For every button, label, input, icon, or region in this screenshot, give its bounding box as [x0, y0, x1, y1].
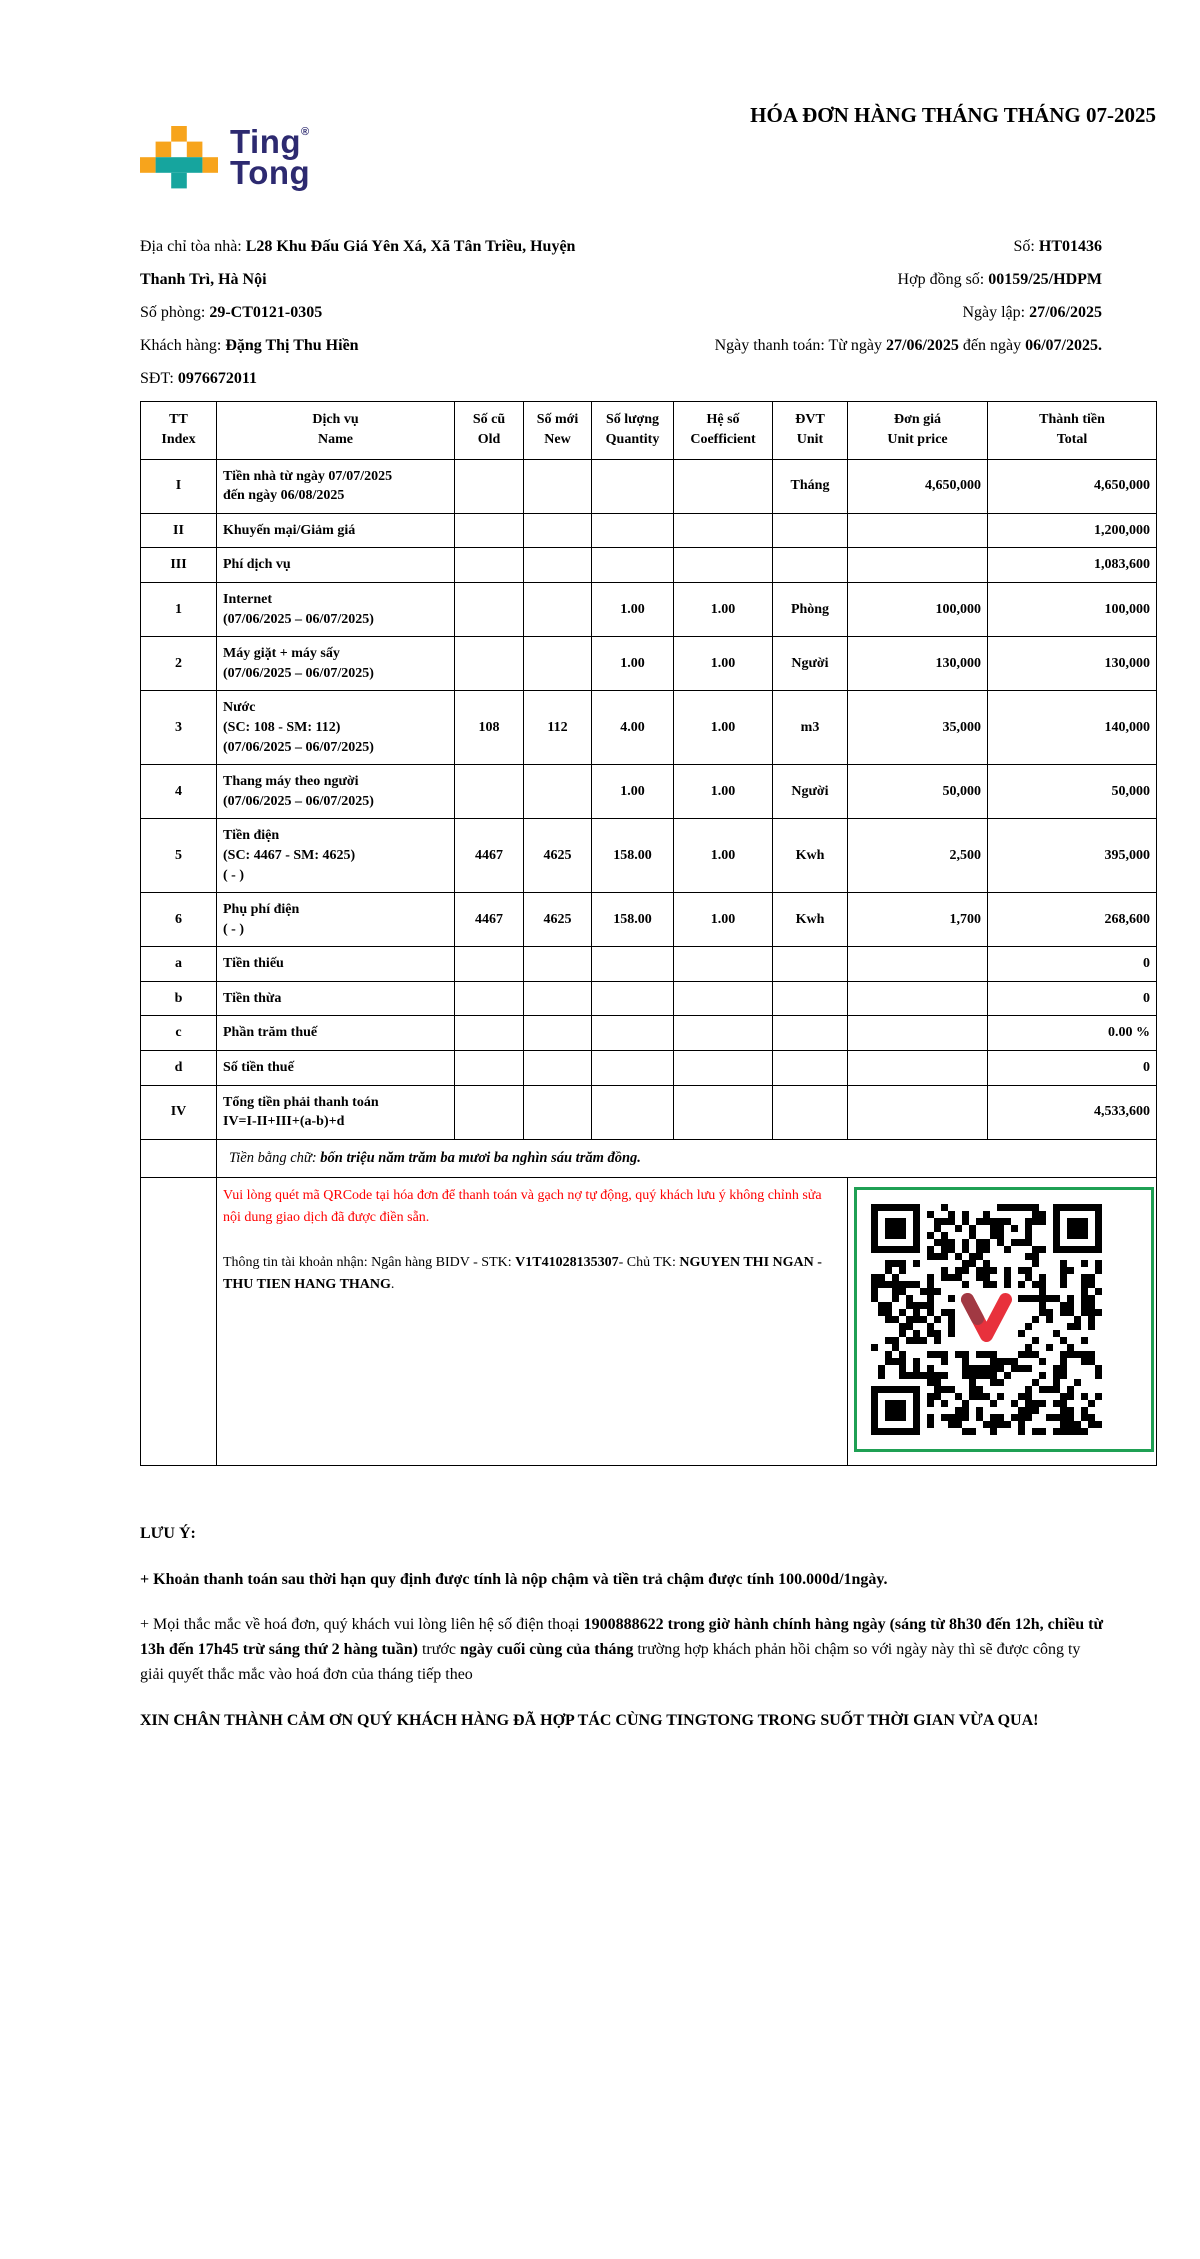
contract-number-line: Hợp đồng số: 00159/25/HDPM — [897, 271, 1102, 288]
unit-cell — [773, 548, 848, 583]
coefficient-cell — [674, 981, 773, 1016]
index-cell: 6 — [141, 893, 217, 947]
old-reading-cell — [455, 548, 524, 583]
payment-period-line: Ngày thanh toán: Từ ngày 27/06/2025 đến ngày 06/07/2025. — [714, 337, 1102, 354]
index-cell: III — [141, 548, 217, 583]
new-reading-cell — [524, 637, 592, 691]
index-cell: 5 — [141, 819, 217, 893]
unit-cell — [773, 1051, 848, 1086]
total-cell: 0 — [988, 947, 1157, 982]
invoice-table-body — [141, 459, 1157, 1139]
service-name-cell: Phụ phí điện ( - ) — [217, 893, 455, 947]
total-cell: 0 — [988, 981, 1157, 1016]
table-row — [141, 947, 1157, 982]
unit-cell — [773, 513, 848, 548]
unit-cell: m3 — [773, 691, 848, 765]
quantity-cell: 1.00 — [592, 765, 674, 819]
table-row — [141, 1085, 1157, 1139]
quantity-cell: 158.00 — [592, 893, 674, 947]
hotline-note: + Mọi thắc mắc về hoá đơn, quý khách vui lòng liên hệ số điện thoại 1900888622 trong giờ hành chính hàng ngày (sáng từ 8h30 đến 12h, chiều từ 13h đến 17h45 trừ sáng thứ 2 hàng tuần) trước ngày cuối cùng của tháng trường hợp khách phản hồi chậm so với ngày này thì sẽ được công ty giải quyết thắc mắc vào hoá đơn của tháng tiếp theo — [140, 1616, 1104, 1684]
old-reading-cell — [455, 1085, 524, 1139]
table-row — [141, 637, 1157, 691]
unit-price-cell: 2,500 — [848, 819, 988, 893]
coefficient-cell — [674, 513, 773, 548]
table-row — [141, 1016, 1157, 1051]
index-cell: 3 — [141, 691, 217, 765]
unit-price-cell — [848, 947, 988, 982]
new-reading-cell — [524, 1085, 592, 1139]
unit-price-cell: 35,000 — [848, 691, 988, 765]
service-name-cell: Tổng tiền phải thanh toán IV=I-II+III+(a-b)+d — [217, 1085, 455, 1139]
service-name-cell: Phần trăm thuế — [217, 1016, 455, 1051]
quantity-cell: 158.00 — [592, 819, 674, 893]
total-cell: 268,600 — [988, 893, 1157, 947]
unit-cell: Người — [773, 637, 848, 691]
quantity-cell — [592, 548, 674, 583]
column-header-6: Hệ số Coefficient — [674, 402, 773, 460]
new-reading-cell — [524, 548, 592, 583]
thanks-note: XIN CHÂN THÀNH CẢM ƠN QUÝ KHÁCH HÀNG ĐÃ HỢP TÁC CÙNG TINGTONG TRONG SUỐT THỜI GIAN VỪA QUA! — [140, 1711, 1039, 1729]
service-name-cell: Tiền thừa — [217, 981, 455, 1016]
column-header-9: Thành tiền Total — [988, 402, 1157, 460]
unit-cell: Tháng — [773, 459, 848, 513]
service-name-cell: Internet (07/06/2025 – 06/07/2025) — [217, 582, 455, 636]
qr-code-svg — [871, 1204, 1102, 1435]
new-reading-cell: 4625 — [524, 819, 592, 893]
total-cell: 4,650,000 — [988, 459, 1157, 513]
column-header-5: Số lượng Quantity — [592, 402, 674, 460]
tingtong-logo-icon — [140, 126, 218, 204]
quantity-cell: 1.00 — [592, 582, 674, 636]
service-name-cell: Tiền điện (SC: 4467 - SM: 4625) ( - ) — [217, 819, 455, 893]
unit-cell — [773, 1016, 848, 1051]
index-cell: b — [141, 981, 217, 1016]
customer-name-line: Khách hàng: Đặng Thị Thu Hiền — [140, 337, 359, 354]
service-name-cell: Tiền thiếu — [217, 947, 455, 982]
index-cell: IV — [141, 1085, 217, 1139]
column-header-2: Dịch vụ Name — [217, 402, 455, 460]
brand-logo-text: Ting® Tong — [230, 123, 311, 192]
table-row — [141, 1051, 1157, 1086]
service-name-cell: Phí dịch vụ — [217, 548, 455, 583]
index-cell: c — [141, 1016, 217, 1051]
quantity-cell — [592, 1016, 674, 1051]
quantity-cell — [592, 513, 674, 548]
unit-cell: Phòng — [773, 582, 848, 636]
unit-cell: Kwh — [773, 819, 848, 893]
index-cell: 1 — [141, 582, 217, 636]
coefficient-cell: 1.00 — [674, 582, 773, 636]
invoice-table — [140, 401, 1157, 1466]
service-name-cell: Nước (SC: 108 - SM: 112) (07/06/2025 – 06/07/2025) — [217, 691, 455, 765]
index-cell: I — [141, 459, 217, 513]
qr-code — [854, 1187, 1154, 1452]
qr-text-cell — [217, 1177, 848, 1465]
quantity-cell — [592, 1051, 674, 1086]
unit-cell — [773, 947, 848, 982]
old-reading-cell — [455, 1051, 524, 1086]
old-reading-cell: 4467 — [455, 819, 524, 893]
old-reading-cell: 108 — [455, 691, 524, 765]
coefficient-cell: 1.00 — [674, 765, 773, 819]
invoice-info — [140, 230, 1102, 395]
old-reading-cell — [455, 582, 524, 636]
service-name-cell: Khuyến mại/Giảm giá — [217, 513, 455, 548]
service-name-cell: Thang máy theo người (07/06/2025 – 06/07/2025) — [217, 765, 455, 819]
unit-price-cell — [848, 981, 988, 1016]
empty-cell — [141, 1177, 217, 1465]
coefficient-cell: 1.00 — [674, 637, 773, 691]
coefficient-cell: 1.00 — [674, 819, 773, 893]
table-row — [141, 513, 1157, 548]
account-info: Thông tin tài khoản nhận: Ngân hàng BIDV - STK: V1T41028135307- Chủ TK: NGUYEN THI NGAN - THU TIEN HANG THANG. — [223, 1255, 822, 1292]
service-name-cell: Số tiền thuế — [217, 1051, 455, 1086]
coefficient-cell — [674, 1016, 773, 1051]
building-address-line: Địa chỉ tòa nhà: L28 Khu Đấu Giá Yên Xá, Xã Tân Triều, Huyện Thanh Trì, Hà Nội — [140, 238, 576, 288]
quantity-cell: 1.00 — [592, 637, 674, 691]
table-row — [141, 819, 1157, 893]
total-cell: 130,000 — [988, 637, 1157, 691]
new-reading-cell — [524, 1016, 592, 1051]
qr-row — [141, 1177, 1157, 1465]
unit-cell: Người — [773, 765, 848, 819]
quantity-cell — [592, 1085, 674, 1139]
unit-price-cell — [848, 1085, 988, 1139]
issue-date-line: Ngày lập: 27/06/2025 — [962, 304, 1102, 321]
table-row — [141, 548, 1157, 583]
new-reading-cell: 112 — [524, 691, 592, 765]
table-row — [141, 582, 1157, 636]
old-reading-cell — [455, 981, 524, 1016]
old-reading-cell — [455, 947, 524, 982]
notes-heading: LƯU Ý: — [140, 1524, 196, 1542]
invoice-title: HÓA ĐƠN HÀNG THÁNG THÁNG 07-2025 — [750, 103, 1156, 127]
service-name-cell: Máy giặt + máy sấy (07/06/2025 – 06/07/2025) — [217, 637, 455, 691]
phone-line: SĐT: 0976672011 — [140, 370, 257, 387]
qr-cell — [848, 1177, 1157, 1465]
amount-in-words: Tiền bằng chữ: bốn triệu năm trăm ba mươi ba nghìn sáu trăm đồng. — [217, 1139, 1157, 1177]
table-row — [141, 893, 1157, 947]
qr-scan-note: Vui lòng quét mã QRCode tại hóa đơn để thanh toán và gạch nợ tự động, quý khách lưu ý không chỉnh sửa nội dung giao dịch đã được điền sẵn. — [223, 1187, 822, 1225]
old-reading-cell — [455, 459, 524, 513]
quantity-cell — [592, 981, 674, 1016]
total-cell: 4,533,600 — [988, 1085, 1157, 1139]
coefficient-cell: 1.00 — [674, 691, 773, 765]
unit-cell — [773, 1085, 848, 1139]
service-name-cell: Tiền nhà từ ngày 07/07/2025 đến ngày 06/08/2025 — [217, 459, 455, 513]
unit-price-cell — [848, 1051, 988, 1086]
total-cell: 1,200,000 — [988, 513, 1157, 548]
table-row — [141, 691, 1157, 765]
unit-price-cell: 4,650,000 — [848, 459, 988, 513]
quantity-cell — [592, 459, 674, 513]
unit-price-cell — [848, 548, 988, 583]
unit-price-cell: 130,000 — [848, 637, 988, 691]
column-header-3: Số cũ Old — [455, 402, 524, 460]
total-cell: 1,083,600 — [988, 548, 1157, 583]
total-cell: 395,000 — [988, 819, 1157, 893]
amount-in-words-row — [141, 1139, 1157, 1177]
new-reading-cell: 4625 — [524, 893, 592, 947]
table-row — [141, 459, 1157, 513]
registered-mark: ® — [301, 126, 310, 138]
unit-price-cell — [848, 1016, 988, 1051]
footer-notes — [140, 1522, 1108, 1734]
old-reading-cell — [455, 637, 524, 691]
total-cell: 140,000 — [988, 691, 1157, 765]
new-reading-cell — [524, 765, 592, 819]
brand-logo — [140, 123, 311, 204]
column-header-8: Đơn giá Unit price — [848, 402, 988, 460]
quantity-cell — [592, 947, 674, 982]
old-reading-cell — [455, 765, 524, 819]
unit-price-cell: 1,700 — [848, 893, 988, 947]
new-reading-cell — [524, 459, 592, 513]
late-payment-note: + Khoản thanh toán sau thời hạn quy định được tính là nộp chậm và tiền trả chậm được tính 100.000d/1ngày. — [140, 1570, 888, 1588]
old-reading-cell — [455, 1016, 524, 1051]
room-number-line: Số phòng: 29-CT0121-0305 — [140, 304, 323, 321]
index-cell: II — [141, 513, 217, 548]
index-cell: 4 — [141, 765, 217, 819]
coefficient-cell — [674, 548, 773, 583]
unit-cell — [773, 981, 848, 1016]
new-reading-cell — [524, 582, 592, 636]
new-reading-cell — [524, 1051, 592, 1086]
column-header-7: ĐVT Unit — [773, 402, 848, 460]
column-header-1: TT Index — [141, 402, 217, 460]
quantity-cell: 4.00 — [592, 691, 674, 765]
unit-cell: Kwh — [773, 893, 848, 947]
table-row — [141, 981, 1157, 1016]
new-reading-cell — [524, 947, 592, 982]
total-cell: 0.00 % — [988, 1016, 1157, 1051]
empty-cell — [141, 1139, 217, 1177]
index-cell: 2 — [141, 637, 217, 691]
new-reading-cell — [524, 513, 592, 548]
coefficient-cell — [674, 459, 773, 513]
coefficient-cell — [674, 947, 773, 982]
index-cell: a — [141, 947, 217, 982]
unit-price-cell: 50,000 — [848, 765, 988, 819]
invoice-number-line: Số: HT01436 — [1013, 238, 1102, 255]
total-cell: 100,000 — [988, 582, 1157, 636]
unit-price-cell — [848, 513, 988, 548]
coefficient-cell — [674, 1051, 773, 1086]
old-reading-cell — [455, 513, 524, 548]
old-reading-cell: 4467 — [455, 893, 524, 947]
invoice-table-header — [141, 402, 1157, 460]
index-cell: d — [141, 1051, 217, 1086]
new-reading-cell — [524, 981, 592, 1016]
total-cell: 50,000 — [988, 765, 1157, 819]
table-row — [141, 765, 1157, 819]
header — [140, 88, 1156, 204]
column-header-4: Số mới New — [524, 402, 592, 460]
unit-price-cell: 100,000 — [848, 582, 988, 636]
coefficient-cell — [674, 1085, 773, 1139]
coefficient-cell: 1.00 — [674, 893, 773, 947]
total-cell: 0 — [988, 1051, 1157, 1086]
